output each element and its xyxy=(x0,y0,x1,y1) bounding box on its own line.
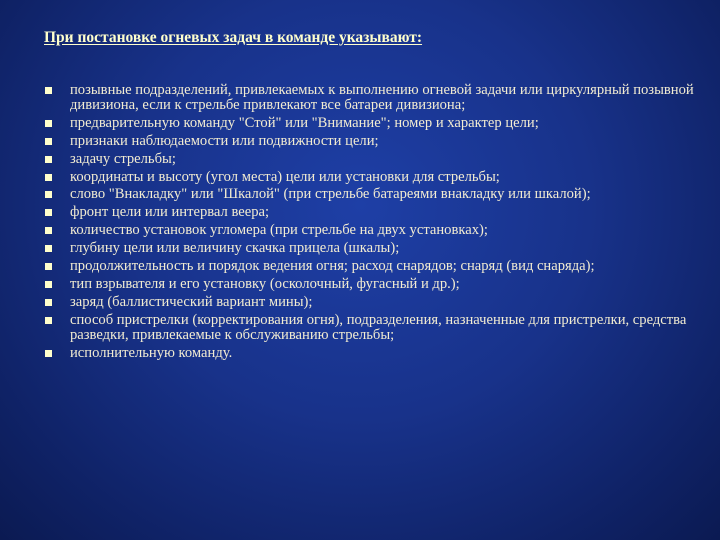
list-item xyxy=(44,134,694,149)
square-bullet-icon xyxy=(45,245,52,252)
square-bullet-icon xyxy=(45,227,52,234)
list-item xyxy=(44,152,694,167)
square-bullet-icon xyxy=(45,209,52,216)
slide-title: При постановке огневых задач в команде указывают: xyxy=(44,29,423,46)
list-item-text: признаки наблюдаемости или подвижности цели; xyxy=(70,132,379,149)
square-bullet-icon xyxy=(45,191,52,198)
list-item xyxy=(44,83,694,113)
square-bullet-icon xyxy=(45,174,52,181)
list-item-text: способ пристрелки (корректирования огня), подразделения, назначенные для пристрелки, средства разведки, привлекаемые к обслуживанию стрельбы; xyxy=(70,311,687,343)
list-item xyxy=(44,116,694,131)
list-item-text: слово "Внакладку" или "Шкалой" (при стрельбе батареями внакладку или шкалой); xyxy=(70,186,591,203)
list-item-text: координаты и высоту (угол места) цели или установки для стрельбы; xyxy=(70,168,500,185)
list-item-text: заряд (баллистический вариант мины); xyxy=(70,293,313,310)
list-item-text: исполнительную команду. xyxy=(70,344,233,361)
list-item-text: позывные подразделений, привлекаемых к выполнению огневой задачи или циркулярный позывной дивизиона, если к стрельбе привлекают все батареи дивизиона; xyxy=(70,82,694,113)
list-item xyxy=(44,259,694,274)
list-item-text: предварительную команду "Стой" или "Внимание"; номер и характер цели; xyxy=(70,114,539,131)
list-item xyxy=(44,277,694,292)
square-bullet-icon xyxy=(45,156,52,163)
square-bullet-icon xyxy=(45,281,52,288)
list-item-text: тип взрывателя и его установку (осколочный, фугасный и др.); xyxy=(70,275,460,292)
square-bullet-icon xyxy=(45,138,52,145)
bullet-list xyxy=(44,83,694,364)
list-item xyxy=(44,205,694,220)
square-bullet-icon xyxy=(45,350,52,357)
list-item xyxy=(44,223,694,238)
list-item xyxy=(44,295,694,310)
list-item-text: количество установок угломера (при стрельбе на двух установках); xyxy=(70,222,488,239)
list-item-text: задачу стрельбы; xyxy=(70,150,176,167)
list-item-text: продолжительность и порядок ведения огня; расход снарядов; снаряд (вид снаряда); xyxy=(70,258,595,275)
list-item xyxy=(44,170,694,185)
list-item-text: фронт цели или интервал веера; xyxy=(70,204,270,221)
square-bullet-icon xyxy=(45,263,52,270)
square-bullet-icon xyxy=(45,317,52,324)
list-item xyxy=(44,313,694,343)
square-bullet-icon xyxy=(45,120,52,127)
list-item xyxy=(44,241,694,256)
square-bullet-icon xyxy=(45,299,52,306)
list-item xyxy=(44,346,694,361)
square-bullet-icon xyxy=(45,87,52,94)
list-item-text: глубину цели или величину скачка прицела (шкалы); xyxy=(70,240,400,257)
list-item xyxy=(44,187,694,202)
